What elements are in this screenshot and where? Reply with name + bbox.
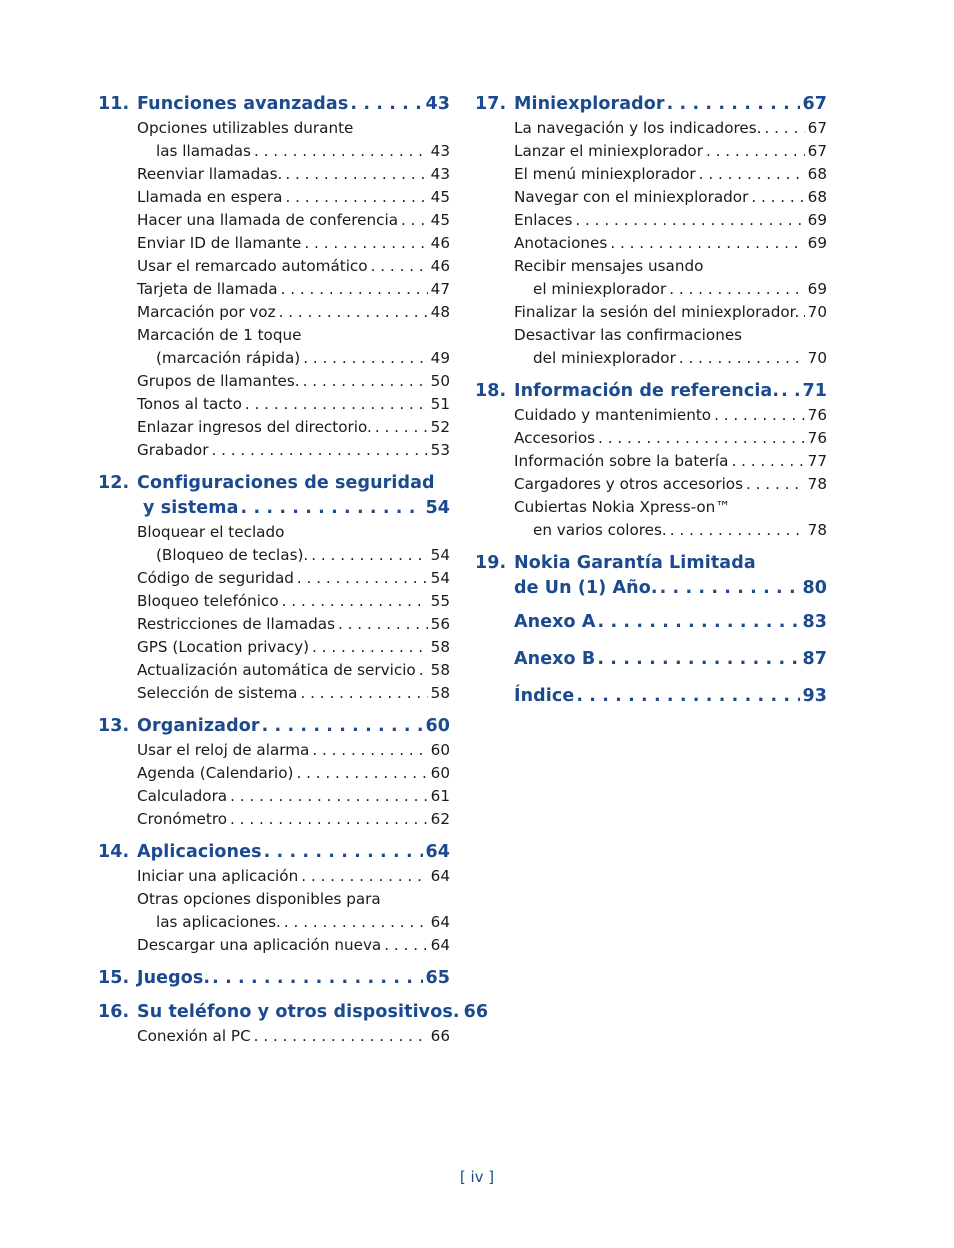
leader-dots xyxy=(350,92,423,117)
leader-dots xyxy=(714,404,805,427)
leader-dots xyxy=(597,647,800,672)
entry-page: 55 xyxy=(430,592,450,610)
toc-chapter-heading[interactable] xyxy=(475,647,827,672)
leader-dots xyxy=(245,393,428,416)
entry-title: Conexión al PC xyxy=(137,1027,251,1045)
toc-entry[interactable] xyxy=(98,659,450,682)
toc-entry[interactable] xyxy=(475,232,827,255)
leader-dots xyxy=(338,613,428,636)
entry-page: 61 xyxy=(430,787,450,805)
entry-page: 76 xyxy=(807,429,827,447)
leader-dots xyxy=(312,636,428,659)
chapter-page: 64 xyxy=(425,842,450,862)
toc-section xyxy=(475,92,827,370)
leader-dots xyxy=(670,519,805,542)
leader-dots xyxy=(296,762,427,785)
entry-title: Actualización automática de servicio xyxy=(137,661,416,679)
entry-page: 64 xyxy=(430,936,450,954)
chapter-title: Funciones avanzadas xyxy=(137,94,349,114)
entry-title: Tarjeta de llamada xyxy=(137,280,278,298)
chapter-title: Organizador xyxy=(137,716,260,736)
toc-chapter-heading[interactable] xyxy=(98,471,450,496)
entry-page: 62 xyxy=(430,810,450,828)
toc-entry[interactable] xyxy=(98,888,450,911)
entry-page: 67 xyxy=(807,142,827,160)
entry-title: La navegación y los indicadores. xyxy=(514,119,762,137)
chapter-title: Su teléfono y otros dispositivos. xyxy=(137,1002,460,1022)
chapter-title: Juegos. xyxy=(137,968,211,988)
leader-dots xyxy=(311,544,427,567)
entry-title: Llamada en espera xyxy=(137,188,283,206)
chapter-page: 71 xyxy=(802,381,827,401)
entry-page: 54 xyxy=(430,569,450,587)
chapter-number: 13. xyxy=(98,716,130,736)
entry-page: 46 xyxy=(430,234,450,252)
chapter-page: 87 xyxy=(802,649,827,669)
toc-entry[interactable] xyxy=(98,762,450,785)
chapter-page: 66 xyxy=(463,1002,489,1022)
entry-title: Hacer una llamada de conferencia xyxy=(137,211,399,229)
toc-entry[interactable] xyxy=(98,347,450,370)
entry-page: 66 xyxy=(430,1027,450,1045)
toc-entry[interactable] xyxy=(475,496,827,519)
toc-entry[interactable] xyxy=(98,785,450,808)
entry-title: Iniciar una aplicación xyxy=(137,867,299,885)
leader-dots xyxy=(297,567,428,590)
chapter-number: 18. xyxy=(475,381,507,401)
leader-dots xyxy=(241,496,424,521)
entry-title: Marcación de 1 toque xyxy=(137,326,302,344)
toc-entry[interactable] xyxy=(475,186,827,209)
chapter-title: Índice xyxy=(514,686,575,706)
toc-section xyxy=(98,1000,489,1048)
entry-page: 56 xyxy=(430,615,450,633)
entry-page: 68 xyxy=(807,188,827,206)
toc-entry[interactable] xyxy=(98,209,450,232)
toc-entry[interactable] xyxy=(98,521,450,544)
toc-chapter-heading[interactable] xyxy=(475,92,827,117)
chapter-number: 19. xyxy=(475,553,507,573)
entry-page: 45 xyxy=(430,188,450,206)
leader-dots xyxy=(575,209,804,232)
leader-dots xyxy=(300,682,427,705)
entry-page: 78 xyxy=(807,475,827,493)
entry-page: 60 xyxy=(430,764,450,782)
entry-title: las llamadas xyxy=(156,142,251,160)
leader-dots xyxy=(371,255,428,278)
leader-dots xyxy=(781,379,800,404)
entry-title: Grupos de llamantes. xyxy=(137,372,300,390)
chapter-title: Nokia Garantía Limitada xyxy=(514,553,756,573)
chapter-number: 14. xyxy=(98,842,130,862)
toc-entry[interactable] xyxy=(98,682,450,705)
entry-title: del miniexplorador xyxy=(533,349,676,367)
toc-entry[interactable] xyxy=(98,232,450,255)
toc-entry[interactable] xyxy=(98,590,450,613)
toc-entry[interactable] xyxy=(475,209,827,232)
entry-title: Cronómetro xyxy=(137,810,228,828)
leader-dots xyxy=(576,684,800,709)
entry-page: 69 xyxy=(807,234,827,252)
toc-entry[interactable] xyxy=(98,911,450,934)
chapter-title: Aplicaciones xyxy=(137,842,262,862)
toc-section xyxy=(475,610,827,635)
entry-title: Restricciones de llamadas xyxy=(137,615,335,633)
entry-page: 70 xyxy=(807,303,827,321)
leader-dots xyxy=(211,439,427,462)
leader-dots xyxy=(419,659,428,682)
leader-dots xyxy=(284,911,428,934)
toc-section xyxy=(98,92,450,462)
chapter-title: Información de referencia. xyxy=(514,381,780,401)
entry-title: Tonos al tacto xyxy=(137,395,242,413)
chapter-title-cont: de Un (1) Año. xyxy=(514,578,658,598)
leader-dots xyxy=(230,785,428,808)
leader-dots xyxy=(312,739,427,762)
entry-page: 67 xyxy=(807,119,827,137)
chapter-page: 67 xyxy=(802,94,827,114)
toc-entry[interactable] xyxy=(98,544,450,567)
entry-page: 49 xyxy=(430,349,450,367)
entry-title: Enviar ID de llamante xyxy=(137,234,302,252)
entry-title: Otras opciones disponibles para xyxy=(137,890,381,908)
entry-title: Lanzar el miniexplorador xyxy=(514,142,703,160)
toc-entry[interactable] xyxy=(475,324,827,347)
entry-title: Reenviar llamadas. xyxy=(137,165,283,183)
toc-section xyxy=(475,551,827,601)
toc-chapter-heading[interactable] xyxy=(475,379,827,404)
leader-dots xyxy=(281,278,428,301)
entry-title: las aplicaciones. xyxy=(156,913,281,931)
entry-page: 64 xyxy=(430,867,450,885)
toc-chapter-heading[interactable] xyxy=(98,966,450,991)
entry-page: 78 xyxy=(807,521,827,539)
entry-title: Bloqueo telefónico xyxy=(137,592,279,610)
entry-title: Información sobre la batería xyxy=(514,452,729,470)
leader-dots xyxy=(598,427,805,450)
leader-dots xyxy=(230,808,428,831)
toc-entry[interactable] xyxy=(98,324,450,347)
toc-entry[interactable] xyxy=(475,301,827,324)
entry-title: Anotaciones xyxy=(514,234,608,252)
entry-page: 69 xyxy=(807,280,827,298)
entry-title: Enlaces xyxy=(514,211,573,229)
toc-left-column xyxy=(98,92,489,1057)
entry-title: Finalizar la sesión del miniexplorador. xyxy=(514,303,800,321)
leader-dots xyxy=(610,232,804,255)
entry-page: 46 xyxy=(430,257,450,275)
toc-entry[interactable] xyxy=(475,163,827,186)
toc-chapter-heading[interactable] xyxy=(98,1000,489,1025)
chapter-page: 80 xyxy=(802,578,827,598)
chapter-number: 16. xyxy=(98,1002,130,1022)
toc-section xyxy=(98,471,450,705)
entry-title: el miniexplorador xyxy=(533,280,667,298)
leader-dots xyxy=(304,232,427,255)
entry-title: Bloquear el teclado xyxy=(137,523,285,541)
toc-chapter-heading[interactable] xyxy=(98,840,450,865)
chapter-page: 54 xyxy=(425,498,450,518)
chapter-title: Miniexplorador xyxy=(514,94,665,114)
toc-entry[interactable] xyxy=(98,117,450,140)
entry-page: 76 xyxy=(807,406,827,424)
toc-entry[interactable] xyxy=(98,301,450,324)
leader-dots xyxy=(667,92,801,117)
entry-title: (Bloqueo de teclas). xyxy=(156,546,309,564)
leader-dots xyxy=(660,576,801,601)
toc-entry[interactable] xyxy=(98,865,450,888)
entry-page: 43 xyxy=(430,142,450,160)
leader-dots xyxy=(802,301,804,324)
leader-dots xyxy=(212,966,423,991)
entry-page: 48 xyxy=(430,303,450,321)
leader-dots xyxy=(264,840,424,865)
leader-dots xyxy=(301,865,427,888)
chapter-page: 60 xyxy=(425,716,450,736)
toc-entry[interactable] xyxy=(98,163,450,186)
entry-page: 68 xyxy=(807,165,827,183)
toc-section xyxy=(475,684,827,709)
leader-dots xyxy=(751,186,804,209)
chapter-title-cont: y sistema xyxy=(143,498,239,518)
leader-dots xyxy=(699,163,805,186)
toc-chapter-heading[interactable] xyxy=(98,92,450,117)
chapter-number: 12. xyxy=(98,473,130,493)
toc-entry[interactable] xyxy=(475,473,827,496)
entry-page: 53 xyxy=(430,441,450,459)
leader-dots xyxy=(285,163,427,186)
leader-dots xyxy=(731,450,804,473)
entry-page: 58 xyxy=(430,684,450,702)
entry-title: Desactivar las confirmaciones xyxy=(514,326,743,344)
entry-title: Cuidado y mantenimiento xyxy=(514,406,712,424)
toc-entry[interactable] xyxy=(475,278,827,301)
entry-page: 50 xyxy=(430,372,450,390)
entry-title: Descargar una aplicación nueva xyxy=(137,936,382,954)
toc-chapter-heading[interactable] xyxy=(475,610,827,635)
toc-entry[interactable] xyxy=(98,636,450,659)
toc-entry[interactable] xyxy=(98,140,450,163)
toc-chapter-heading[interactable] xyxy=(475,684,827,709)
entry-title: Calculadora xyxy=(137,787,228,805)
leader-dots xyxy=(254,1025,428,1048)
toc-entry[interactable] xyxy=(475,347,827,370)
leader-dots xyxy=(303,370,428,393)
toc-section xyxy=(98,966,450,991)
leader-dots xyxy=(669,278,804,301)
toc-entry[interactable] xyxy=(98,934,450,957)
toc-section xyxy=(98,714,450,831)
entry-page: 45 xyxy=(430,211,450,229)
leader-dots xyxy=(279,301,428,324)
entry-page: 69 xyxy=(807,211,827,229)
toc-entry[interactable] xyxy=(98,278,450,301)
leader-dots xyxy=(598,610,801,635)
entry-title: Selección de sistema xyxy=(137,684,298,702)
entry-page: 47 xyxy=(430,280,450,298)
leader-dots xyxy=(285,186,427,209)
toc-section xyxy=(475,647,827,672)
toc-chapter-heading[interactable] xyxy=(475,551,827,576)
entry-page: 58 xyxy=(430,661,450,679)
entry-page: 58 xyxy=(430,638,450,656)
leader-dots xyxy=(401,209,428,232)
toc-entry[interactable] xyxy=(98,567,450,590)
leader-dots xyxy=(706,140,805,163)
toc-entry[interactable] xyxy=(475,404,827,427)
entry-title: El menú miniexplorador xyxy=(514,165,696,183)
toc-entry[interactable] xyxy=(475,140,827,163)
toc-entry[interactable] xyxy=(98,739,450,762)
toc-entry[interactable] xyxy=(475,117,827,140)
toc-entry[interactable] xyxy=(98,370,450,393)
chapter-title: Anexo B xyxy=(514,649,596,669)
entry-title: GPS (Location privacy) xyxy=(137,638,310,656)
toc-entry[interactable] xyxy=(98,439,450,462)
page-number: [ iv ] xyxy=(459,1168,495,1186)
chapter-page: 83 xyxy=(802,612,827,632)
chapter-page: 43 xyxy=(425,94,450,114)
toc-section xyxy=(475,379,827,542)
entry-page: 60 xyxy=(430,741,450,759)
entry-page: 54 xyxy=(430,546,450,564)
entry-page: 51 xyxy=(430,395,450,413)
entry-title: (marcación rápida) xyxy=(156,349,301,367)
chapter-number: 11. xyxy=(98,94,130,114)
entry-title: Grabador xyxy=(137,441,209,459)
chapter-title: Anexo A xyxy=(514,612,596,632)
entry-title: Marcación por voz xyxy=(137,303,276,321)
entry-page: 77 xyxy=(807,452,827,470)
entry-page: 64 xyxy=(430,913,450,931)
chapter-page: 93 xyxy=(802,686,827,706)
entry-title: Cubiertas Nokia Xpress-on™ xyxy=(514,498,731,516)
entry-page: 43 xyxy=(430,165,450,183)
toc-entry[interactable] xyxy=(98,416,450,439)
entry-title: Código de seguridad xyxy=(137,569,294,587)
entry-title: Opciones utilizables durante xyxy=(137,119,354,137)
leader-dots xyxy=(679,347,805,370)
chapter-number: 17. xyxy=(475,94,507,114)
leader-dots xyxy=(375,416,428,439)
chapter-page: 65 xyxy=(425,968,450,988)
entry-page: 52 xyxy=(430,418,450,436)
leader-dots xyxy=(254,140,428,163)
entry-title: Navegar con el miniexplorador xyxy=(514,188,749,206)
entry-title: Usar el reloj de alarma xyxy=(137,741,310,759)
toc-section xyxy=(98,840,450,957)
toc-entry[interactable] xyxy=(98,393,450,416)
entry-title: Recibir mensajes usando xyxy=(514,257,704,275)
entry-title: Agenda (Calendario) xyxy=(137,764,294,782)
toc-entry[interactable] xyxy=(475,519,827,542)
entry-page: 70 xyxy=(807,349,827,367)
toc-chapter-heading[interactable] xyxy=(98,714,450,739)
toc-entry[interactable] xyxy=(475,450,827,473)
entry-title: Usar el remarcado automático xyxy=(137,257,368,275)
toc-entry[interactable] xyxy=(98,255,450,278)
chapter-number: 15. xyxy=(98,968,130,988)
toc-entry[interactable] xyxy=(475,427,827,450)
entry-title: Cargadores y otros accesorios xyxy=(514,475,743,493)
toc-entry[interactable] xyxy=(475,255,827,278)
entry-title: Enlazar ingresos del directorio. xyxy=(137,418,372,436)
leader-dots xyxy=(262,714,424,739)
leader-dots xyxy=(384,934,427,957)
entry-title: Accesorios xyxy=(514,429,596,447)
toc-right-column xyxy=(475,92,827,721)
toc-entry[interactable] xyxy=(98,808,450,831)
toc-entry[interactable] xyxy=(98,1025,450,1048)
toc-entry[interactable] xyxy=(98,613,450,636)
leader-dots xyxy=(746,473,805,496)
toc-entry[interactable] xyxy=(98,186,450,209)
leader-dots xyxy=(764,117,804,140)
toc-chapter-heading-cont[interactable] xyxy=(98,496,450,521)
leader-dots xyxy=(282,590,428,613)
chapter-title: Configuraciones de seguridad xyxy=(137,473,435,493)
toc-chapter-heading-cont[interactable] xyxy=(475,576,827,601)
entry-title: en varios colores. xyxy=(533,521,667,539)
leader-dots xyxy=(303,347,427,370)
